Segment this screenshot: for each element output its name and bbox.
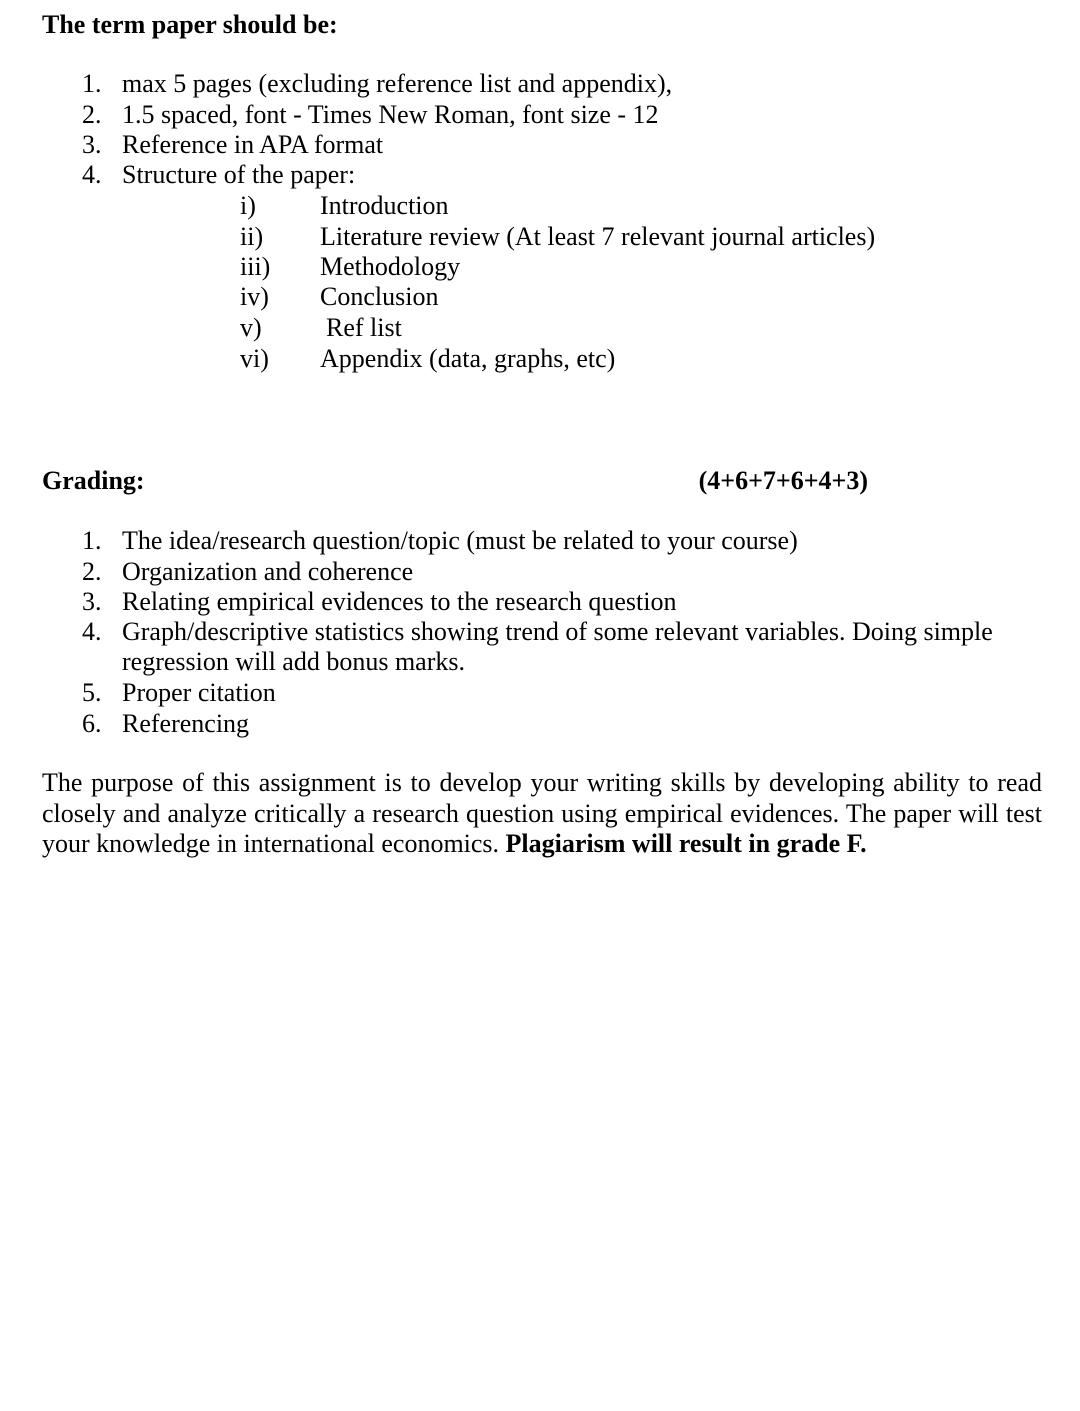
list-item [0,100,1080,130]
purpose-paragraph [42,768,1042,860]
sublist-text: Conclusion [320,282,439,311]
list-number: 2. [82,557,102,586]
sublist-item [0,344,1080,374]
list-number: 3. [82,130,102,159]
list-item [0,678,1080,708]
list-text: max 5 pages (excluding reference list and appendix), [122,69,673,98]
sublist-item [0,313,1080,343]
list-item [0,130,1080,160]
sublist-number: v) [240,313,262,342]
list-item [0,69,1080,99]
grading-header-row [42,466,868,498]
list-text: 1.5 spaced, font - Times New Roman, font size - 12 [122,100,659,129]
sublist-item [0,222,1080,252]
purpose-text: The purpose of this assignment is to develop your writing skills by developing ability to read closely and analyze critically a research question using empirical evidences. The paper will test your knowledge in international economics. [42,768,1042,858]
plagiarism-warning: Plagiarism will result in grade F. [505,829,867,858]
list-text: Organization and coherence [122,557,414,586]
list-number: 1. [82,69,102,98]
sublist-text: Introduction [320,191,449,220]
list-text: Reference in APA format [122,130,384,159]
list-number: 4. [82,160,102,189]
sublist-text: Ref list [326,313,402,342]
sublist-number: iv) [240,282,269,311]
sublist-number: iii) [240,252,271,281]
list-item [0,160,1080,190]
list-text: The idea/research question/topic (must be related to your course) [122,526,798,555]
grading-weights: (4+6+7+6+4+3) [698,466,868,495]
list-number: 5. [82,678,102,707]
list-item [0,557,1080,587]
sublist-number: i) [240,191,256,220]
sublist-item [0,282,1080,312]
sublist-number: ii) [240,222,264,251]
term-paper-heading: The term paper should be: [42,10,338,39]
list-text: Referencing [122,709,250,738]
sublist-item [0,252,1080,282]
list-number: 3. [82,587,102,616]
sublist-item [0,191,1080,221]
grading-heading: Grading: [42,466,145,495]
list-number: 2. [82,100,102,129]
list-item [0,617,1080,678]
list-item [0,526,1080,556]
list-number: 4. [82,617,102,646]
list-item [0,587,1080,617]
list-number: 6. [82,709,102,738]
list-text: Relating empirical evidences to the research question [122,587,677,616]
list-number: 1. [82,526,102,555]
sublist-text: Methodology [320,252,461,281]
list-item [0,709,1080,739]
list-text: Graph/descriptive statistics showing trend of some relevant variables. Doing simple regression will add bonus marks. [122,617,993,676]
sublist-text: Appendix (data, graphs, etc) [320,344,616,373]
sublist-number: vi) [240,344,269,373]
list-text: Structure of the paper: [122,160,356,189]
sublist-text: Literature review (At least 7 relevant journal articles) [320,222,876,251]
list-text: Proper citation [122,678,276,707]
